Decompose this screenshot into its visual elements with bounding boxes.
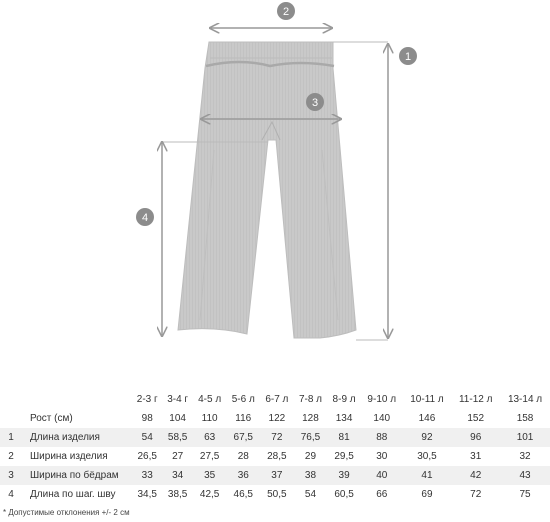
table-cell: 69 (421, 489, 433, 500)
table-cell: 122 (268, 413, 286, 424)
table-cell: 101 (500, 428, 550, 447)
table-cell: 50,5 (267, 489, 287, 500)
row-number: 4 (8, 489, 14, 500)
row-number: 2 (8, 451, 14, 462)
table-row (0, 428, 550, 447)
table-cell: 58,5 (162, 428, 192, 447)
table-row (0, 466, 550, 485)
table-cell: 54 (132, 428, 162, 447)
table-cell: 81 (327, 428, 361, 447)
table-cell: 31 (470, 451, 482, 462)
table-cell: 152 (467, 413, 485, 424)
table-cell: 66 (376, 489, 388, 500)
marker-3 (306, 93, 324, 111)
table-cell: 32 (519, 451, 531, 462)
table-cell: 128 (302, 413, 319, 424)
table-cell: 134 (335, 413, 353, 424)
row-number: 3 (0, 466, 22, 485)
size-header: 9-10 л (367, 394, 397, 405)
table-cell: 29,5 (334, 451, 354, 462)
table-cell: 39 (327, 466, 361, 485)
size-header: 2-3 г (136, 394, 158, 405)
table-cell: 37 (260, 466, 294, 485)
table-cell: 26,5 (137, 451, 157, 462)
table-cell: 27 (172, 451, 184, 462)
table-row (0, 447, 550, 466)
svg-text:2: 2 (282, 6, 290, 18)
table-cell: 38,5 (167, 489, 188, 500)
table-cell: 43 (500, 466, 550, 485)
size-header-row (0, 390, 550, 409)
table-cell: 72 (470, 489, 482, 500)
size-header: 13-14 л (507, 394, 543, 405)
table-cell: 72 (260, 428, 294, 447)
size-header: 3-4 г (167, 394, 189, 405)
height-row (0, 409, 550, 428)
table-cell: 146 (418, 413, 436, 424)
trousers-body (178, 42, 356, 338)
row-label: Рост (см) (30, 413, 73, 424)
table-cell: 40 (361, 466, 403, 485)
table-cell: 30,5 (417, 451, 437, 462)
row-label: Длина изделия (22, 428, 132, 447)
size-table (0, 390, 550, 504)
row-label: Ширина по бёдрам (22, 466, 132, 485)
size-header: 8-9 л (332, 394, 356, 405)
marker-1 (399, 47, 417, 65)
table-cell: 33 (132, 466, 162, 485)
table-cell: 54 (304, 489, 317, 500)
row-number: 1 (0, 428, 22, 447)
table-cell: 35 (193, 466, 227, 485)
row-label: Длина по шаг. шву (30, 489, 116, 500)
table-cell: 38 (294, 466, 328, 485)
table-cell: 98 (141, 413, 153, 424)
table-cell: 41 (403, 466, 452, 485)
table-cell: 63 (193, 428, 227, 447)
table-cell: 75 (519, 489, 531, 500)
marker-2 (277, 2, 295, 20)
table-cell: 158 (516, 413, 534, 424)
table-cell: 30 (376, 451, 388, 462)
size-header: 10-11 л (410, 394, 444, 405)
tolerance-footnote: * Допустимые отклонения +/- 2 см (3, 508, 130, 517)
row-label: Ширина изделия (30, 451, 108, 462)
svg-text:1: 1 (404, 51, 412, 63)
table-cell: 76,5 (294, 428, 328, 447)
size-header: 11-12 л (458, 394, 493, 405)
table-cell: 67,5 (226, 428, 260, 447)
table-cell: 34 (162, 466, 192, 485)
table-cell: 60,5 (334, 489, 354, 500)
table-cell: 28 (237, 451, 249, 462)
table-cell: 104 (169, 413, 186, 424)
size-header: 5-6 л (231, 394, 255, 405)
table-cell: 46,5 (233, 489, 253, 500)
table-cell: 88 (361, 428, 403, 447)
table-cell: 92 (403, 428, 452, 447)
table-cell: 29 (304, 451, 317, 462)
size-header: 4-5 л (198, 394, 222, 405)
table-cell: 116 (235, 413, 252, 424)
table-cell: 96 (451, 428, 500, 447)
size-header: 7-8 л (298, 394, 323, 405)
table-cell: 36 (226, 466, 260, 485)
table-cell: 34,5 (137, 489, 157, 500)
marker-4 (136, 208, 154, 226)
table-cell: 140 (373, 413, 391, 424)
table-cell: 42,5 (199, 489, 220, 500)
trousers-illustration (178, 42, 356, 338)
table-cell: 27,5 (199, 451, 220, 462)
svg-text:3: 3 (311, 97, 319, 109)
table-cell: 42 (451, 466, 500, 485)
table-cell: 28,5 (267, 451, 287, 462)
table-row (0, 485, 550, 504)
size-header: 6-7 л (265, 394, 289, 405)
svg-text:4: 4 (141, 212, 149, 224)
table-cell: 110 (201, 413, 218, 424)
